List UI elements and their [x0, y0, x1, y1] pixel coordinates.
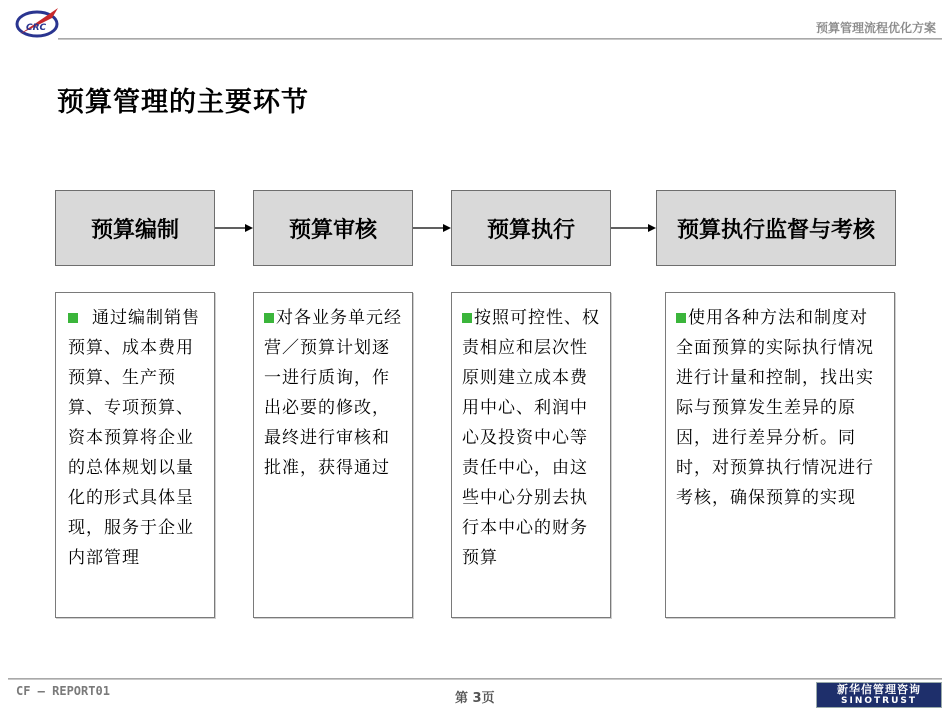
- stage-budget-review: 预算审核: [253, 190, 413, 266]
- desc-budget-preparation: [55, 292, 215, 618]
- green-square-bullet-icon: [676, 313, 686, 323]
- header-title: 预算管理流程优化方案: [815, 21, 936, 35]
- arrow-right-icon: [611, 222, 656, 234]
- arrow-right-icon: [413, 222, 451, 234]
- header-divider: [58, 38, 942, 40]
- footer-divider: [8, 678, 942, 680]
- desc-text: 使用各种方法和制度对全面预算的实际执行情况进行计量和控制，找出实际与预算发生差异的原因，进行差异分析。同时，对预算执行情况进行考核，确保预算的实现: [676, 308, 874, 508]
- page-number: 第 3页: [455, 691, 495, 706]
- stage-budget-monitoring: 预算执行监督与考核: [656, 190, 896, 266]
- desc-text: 对各业务单元经营／预算计划逐一进行质询，作出必要的修改，最终进行审核和批准，获得通过: [264, 308, 402, 478]
- brand-logo: [816, 682, 942, 708]
- desc-text: 通过编制销售预算、成本费用预算、生产预算、专项预算、资本预算将企业的总体规划以量化的形式具体呈现，服务于企业内部管理: [68, 308, 200, 568]
- logo-text: CRC: [26, 23, 47, 33]
- stage-budget-preparation: 预算编制: [55, 190, 215, 266]
- desc-budget-review: [253, 292, 413, 618]
- report-code: CF — REPORT01: [16, 684, 110, 698]
- green-square-bullet-icon: [462, 313, 472, 323]
- brand-name-en: SINOTRUST: [840, 696, 917, 706]
- green-square-bullet-icon: [264, 313, 274, 323]
- green-square-bullet-icon: [68, 313, 78, 323]
- brand-name-cn: 新华信管理咨询: [837, 683, 921, 696]
- desc-budget-execution: [451, 292, 611, 618]
- company-logo: [14, 4, 64, 40]
- stage-budget-execution: 预算执行: [451, 190, 611, 266]
- desc-budget-monitoring: [665, 292, 895, 618]
- desc-text: 按照可控性、权责相应和层次性原则建立成本费用中心、利润中心及投资中心等责任中心，由这些中心分别去执行本中心的财务预算: [462, 308, 600, 568]
- arrow-right-icon: [215, 222, 253, 234]
- page-title: 预算管理的主要环节: [57, 87, 309, 118]
